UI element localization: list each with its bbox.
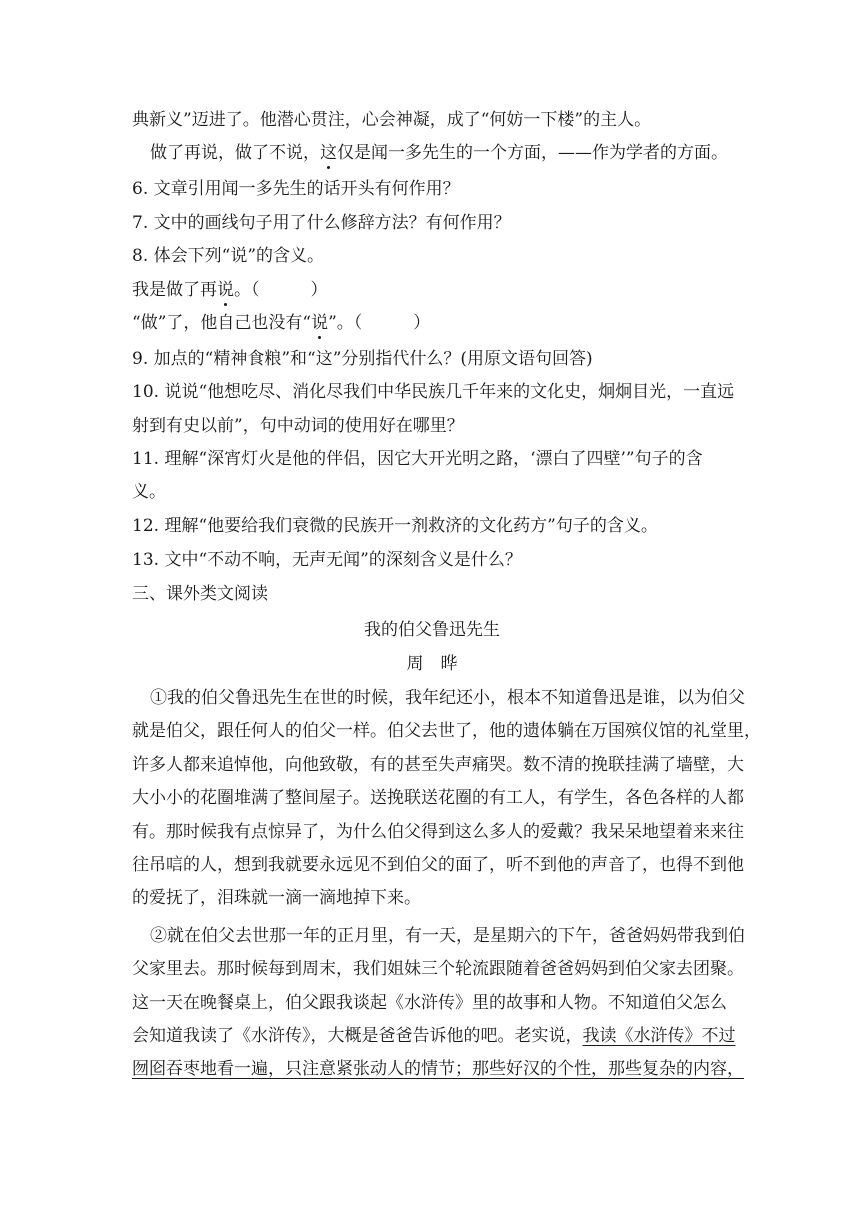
text-segment: 仅是闻一多先生的一个方面，——作为学者的方面。: [337, 143, 728, 163]
text-segment: “做”了，他自己也没有“: [132, 313, 312, 333]
question-10-line2: 射到有史以前”，句中动词的使用好在哪里？: [132, 416, 464, 436]
passage-line: [150, 143, 750, 163]
text-segment: 我是做了再: [132, 280, 217, 300]
paragraph-1-line: 就是伯父，跟任何人的伯父一样。伯父去世了，他的遗体躺在万国殡仪馆的礼堂里，: [132, 721, 761, 741]
question-11-line1: 11. 理解“深宵灯火是他的伴侣，因它大开光明之路，‘漂白了四壁’”句子的含: [132, 449, 703, 469]
question-10-line1: 10. 说说“他想吃尽、消化尽我们中华民族几千年来的文化史，炯炯目光，一直远: [132, 382, 735, 402]
paragraph-2-line: 这一天在晚餐桌上，伯父跟我谈起《水浒传》里的故事和人物。不知道伯父怎么: [132, 993, 727, 1013]
paragraph-1-line: 大小小的花圈堆满了整间屋子。送挽联送花圈的有工人，有学生，各色各样的人都: [132, 788, 744, 808]
paragraph-1-line: 许多人都来追悼他，向他致敬，有的甚至失声痛哭。数不清的挽联挂满了墙壁，大: [132, 755, 744, 775]
text-segment: 会知道我读了《水浒传》，大概是爸爸告诉他的吧。老实说，: [132, 1026, 583, 1046]
question-8: 8. 体会下列“说”的含义。: [132, 246, 325, 266]
paragraph-1-line: 的爱抚了，泪珠就一滴一滴地掉下来。: [132, 888, 421, 908]
passage-line: 典新义”迈进了。他潜心贯注，心会神凝，成了“何妨一下楼”的主人。: [132, 110, 652, 130]
article-author: 周 晔: [406, 654, 458, 674]
question-8b: [132, 313, 732, 333]
paragraph-2-line: [132, 1059, 744, 1079]
paragraph-1-line: ①我的伯父鲁迅先生在世的时候，我年纪还小，根本不知道鲁迅是谁，以为伯父: [150, 688, 745, 708]
emphasis-dot-char: 说: [311, 313, 329, 333]
emphasis-dot-char: 说: [217, 280, 234, 300]
question-13: 13. 文中“不动不响，无声无闻”的深刻含义是什么？: [132, 550, 522, 570]
paragraph-1-line: 有。那时候我有点惊异了，为什么伯父得到这么多人的爱戴？我呆呆地望着来来往: [132, 822, 744, 842]
question-7: 7. 文中的画线句子用了什么修辞方法？有何作用？: [132, 213, 511, 233]
question-6: 6. 文章引用闻一多先生的话开头有何作用？: [132, 179, 460, 199]
paragraph-1-line: 往吊唁的人，想到我就要永远见不到伯父的面了，听不到他的声音了，也得不到他: [132, 855, 744, 875]
question-11-line2: 义。: [132, 482, 166, 502]
answer-blank: ”。（ ）: [328, 313, 431, 333]
paragraph-2-line: [132, 1026, 736, 1046]
underlined-sentence: 囫囵吞枣地看一遍，只注意紧张动人的情节；那些好汉的个性，那些复杂的内容，: [132, 1059, 744, 1079]
text-segment: 做了再说，做了不说，: [150, 143, 320, 163]
answer-blank: 。（ ）: [234, 280, 328, 300]
paragraph-2-line: 父家里去。那时候每到周末，我们姐妹三个轮流跟随着爸爸妈妈到伯父家去团聚。: [132, 959, 744, 979]
question-12: 12. 理解“他要给我们衰微的民族开一剂救济的文化药方”句子的含义。: [132, 516, 658, 536]
question-8a: [132, 280, 732, 300]
underlined-sentence: 我读《水浒传》不过: [582, 1026, 736, 1046]
article-title: 我的伯父鲁迅先生: [364, 620, 500, 640]
emphasis-dot-char: 这: [320, 143, 337, 163]
paragraph-2-line: ②就在伯父去世那一年的正月里，有一天，是星期六的下午，爸爸妈妈带我到伯: [150, 926, 745, 946]
section-heading: 三、课外类文阅读: [132, 584, 268, 604]
question-9: 9. 加点的“精神食粮”和“这”分别指代什么？(用原文语句回答): [132, 349, 593, 369]
